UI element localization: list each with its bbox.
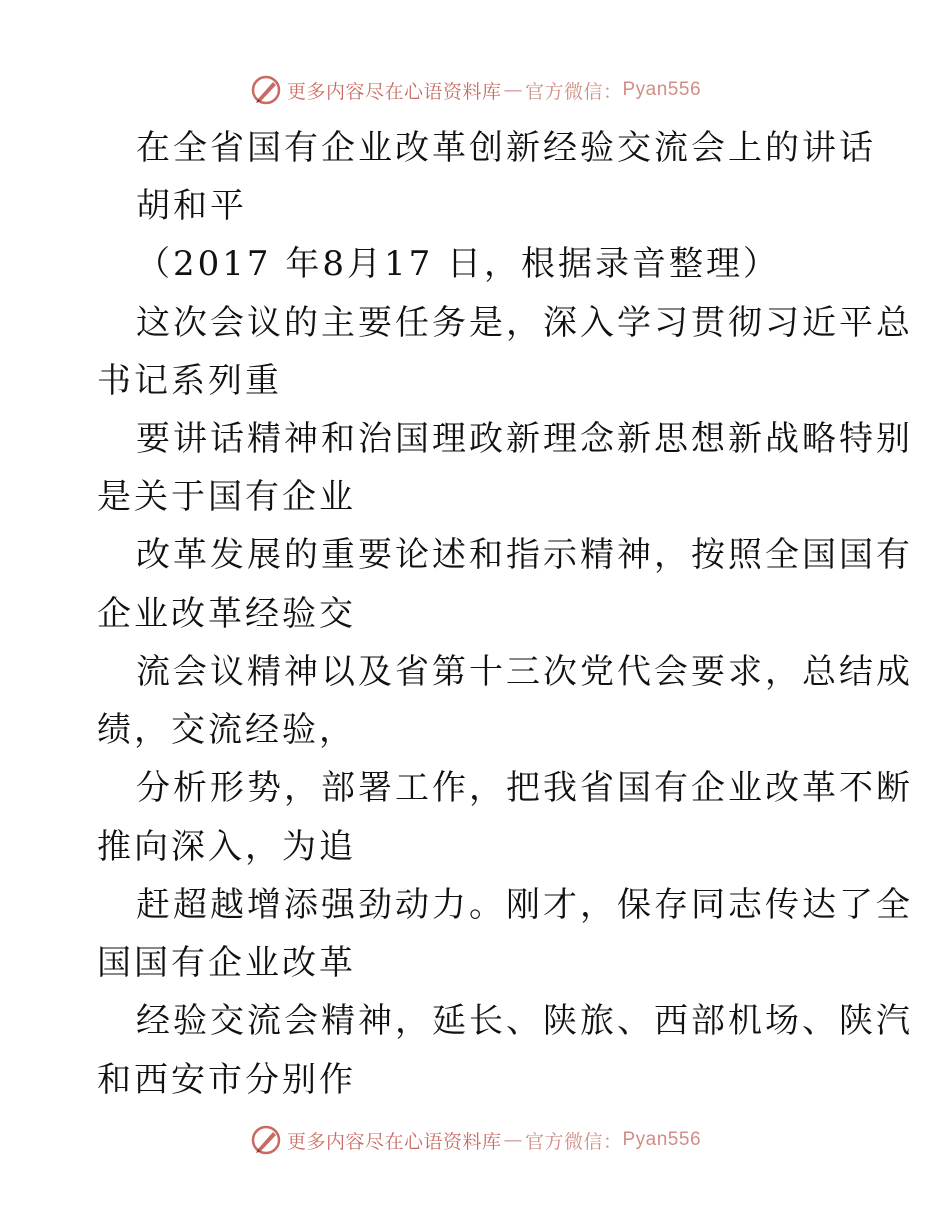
paragraph-line: 企业改革经验交 [97, 594, 356, 634]
watermark-separator: — [503, 79, 523, 101]
paragraph-line: 这次会议的主要任务是，深入学习贯彻习近平总 [136, 303, 913, 343]
watermark-wechat-id: Pyan556 [622, 1129, 702, 1150]
paragraph-line: 要讲话精神和治国理政新理念新思想新战略特别 [136, 419, 913, 459]
watermark-footer [0, 1120, 950, 1160]
watermark-main-text: 更多内容尽在心语资料库 [286, 80, 502, 103]
paragraph-line: 推向深入，为追 [97, 827, 356, 867]
paragraph-line: 分析形势，部署工作，把我省国有企业改革不断 [136, 768, 913, 808]
watermark-official-label: 官方微信： [524, 80, 623, 103]
watermark-official-label: 官方微信： [524, 1130, 623, 1153]
paragraph-line: 是关于国有企业 [97, 477, 356, 517]
paragraph-line: 书记系列重 [97, 361, 282, 401]
date-note: （2017 年8月17 日，根据录音整理） [136, 244, 781, 284]
watermark-separator: — [503, 1129, 523, 1151]
paragraph-line: 赶超越增添强劲动力。刚才，保存同志传达了全 [136, 885, 913, 925]
speaker-name: 胡和平 [136, 186, 247, 226]
paragraph-line: 绩，交流经验， [97, 710, 356, 750]
watermark-header [0, 70, 950, 110]
pen-logo-icon [249, 1123, 283, 1157]
watermark-main-text: 更多内容尽在心语资料库 [286, 1130, 502, 1153]
paragraph-line: 经验交流会精神，延长、陕旅、西部机场、陕汽 [136, 1001, 913, 1041]
paragraph-line: 国国有企业改革 [97, 943, 356, 983]
paragraph-line: 和西安市分别作 [97, 1060, 356, 1100]
document-title: 在全省国有企业改革创新经验交流会上的讲话 [136, 128, 876, 168]
watermark-wechat-id: Pyan556 [622, 79, 702, 100]
paragraph-line: 流会议精神以及省第十三次党代会要求，总结成 [136, 652, 913, 692]
paragraph-line: 改革发展的重要论述和指示精神，按照全国国有 [136, 535, 913, 575]
pen-logo-icon [249, 73, 283, 107]
